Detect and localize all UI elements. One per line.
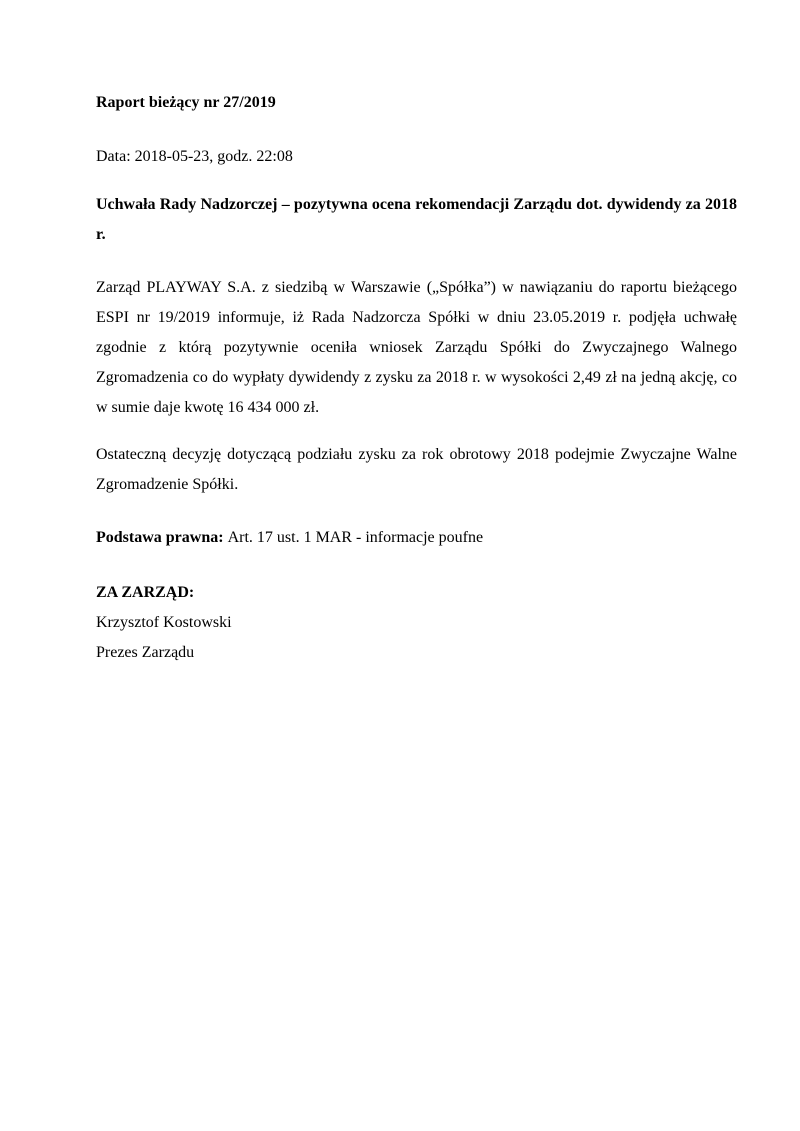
signature-heading: ZA ZARZĄD: — [96, 584, 195, 601]
report-date-line: Data: 2018-05-23, godz. 22:08 — [96, 148, 293, 165]
signature-name: Krzysztof Kostowski — [96, 614, 232, 631]
report-content — [96, 88, 737, 668]
report-subject: Uchwała Rady Nadzorczej – pozytywna ocena rekomendacji Zarządu dot. dywidendy za 2018 r. — [96, 196, 737, 243]
legal-basis-text: Art. 17 ust. 1 MAR - informacje poufne — [227, 529, 484, 546]
signature-position: Prezes Zarządu — [96, 644, 195, 661]
legal-basis-label: Podstawa prawna: — [96, 529, 224, 546]
report-title: Raport bieżący nr 27/2019 — [96, 94, 276, 111]
body-paragraph-dividend-recommendation: Zarząd PLAYWAY S.A. z siedzibą w Warszawie („Spółka”) w nawiązaniu do raportu bieżącego ESPI nr 19/2019 informuje, iż Rada Nadzorcza Spółki w dniu 23.05.2019 r. podjęła uchwałę zgodnie z którą pozytywnie oceniła wniosek Zarządu Spółki do Zwyczajnego Walnego Zgromadzenia co do wypłaty dywidendy z zysku za 2018 r. w wysokości 2,49 zł na jedną akcję, co w sumie daje kwotę 16 434 000 zł. — [96, 279, 737, 416]
body-paragraph-final-decision: Ostateczną decyzję dotyczącą podziału zysku za rok obrotowy 2018 podejmie Zwyczajne Walne Zgromadzenie Spółki. — [96, 446, 737, 493]
legal-basis-line — [96, 523, 737, 553]
